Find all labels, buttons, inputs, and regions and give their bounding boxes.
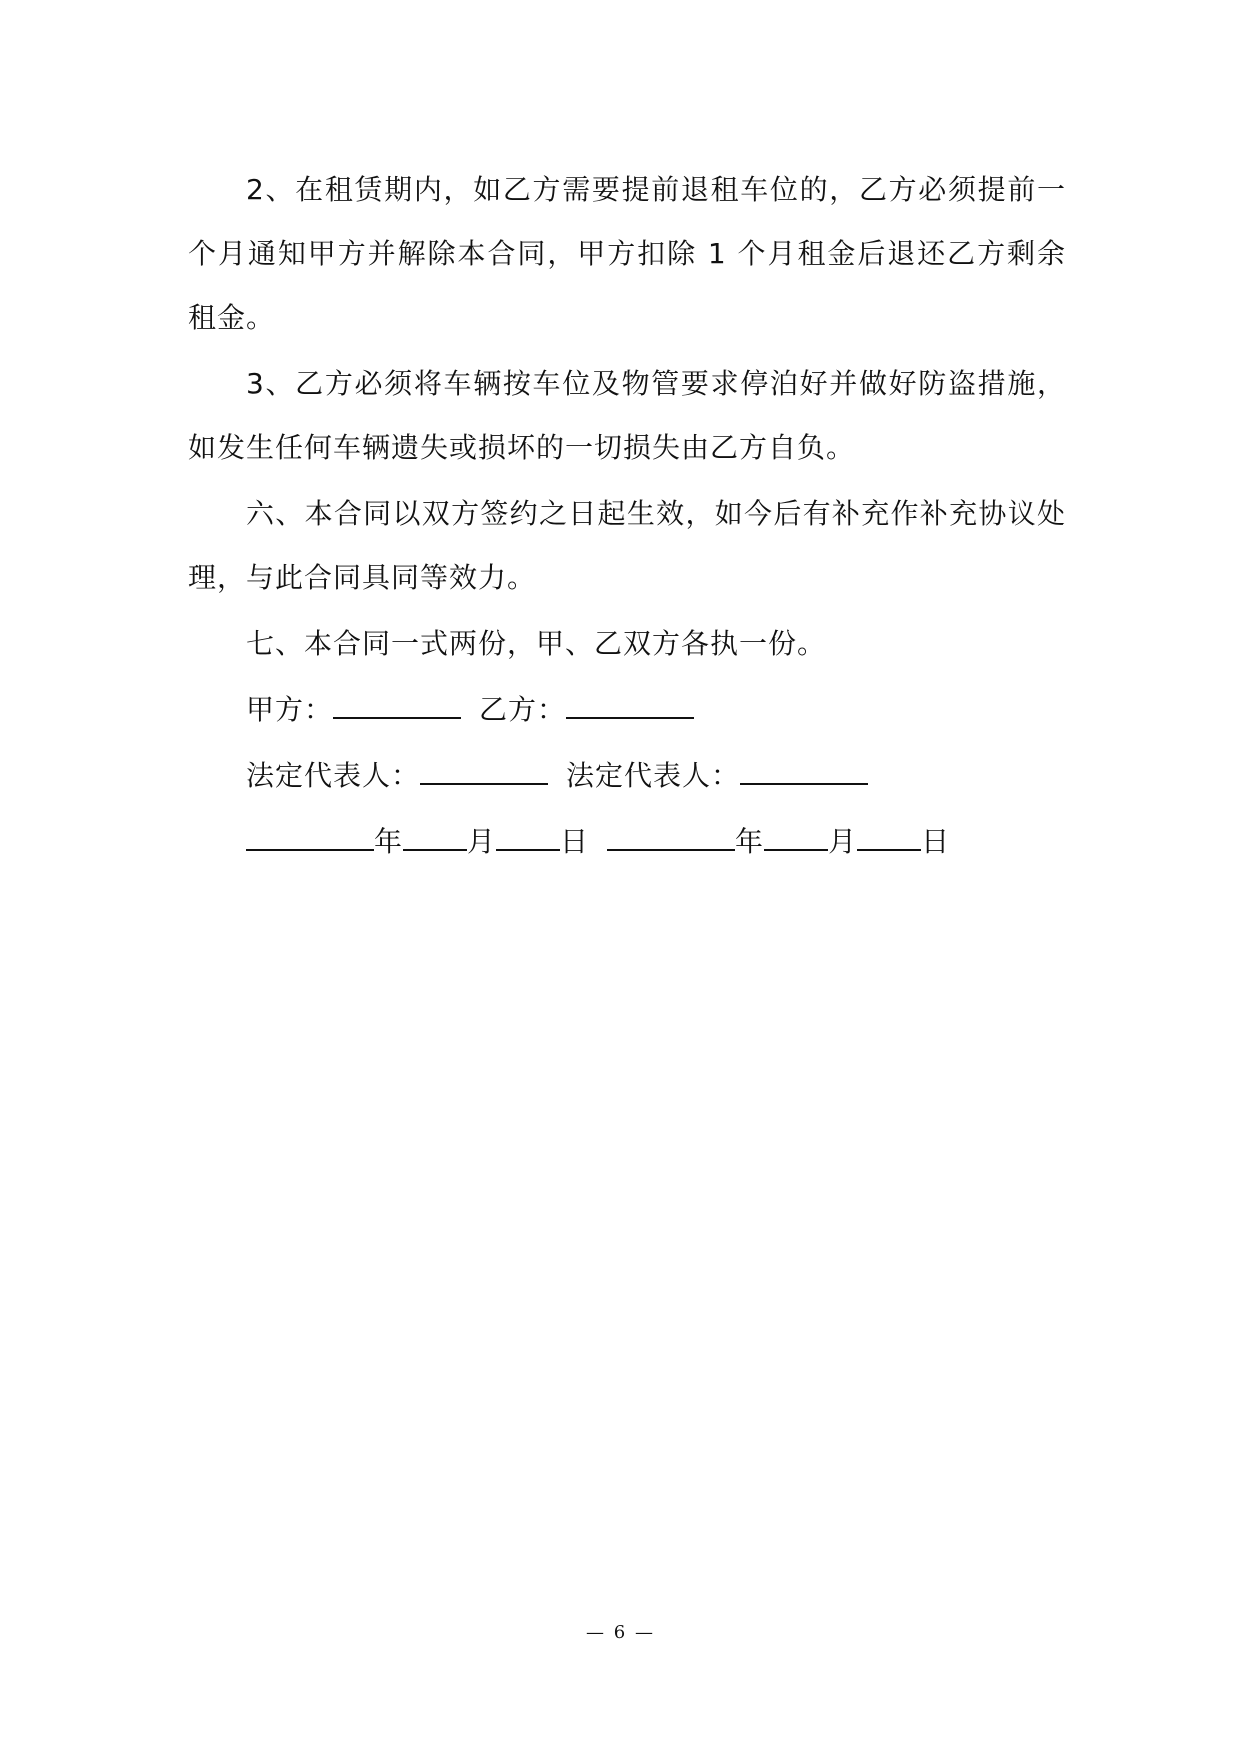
party-b-day-label: 日 [921, 825, 951, 858]
party-b-day-blank [857, 823, 921, 851]
party-a-year-label: 年 [374, 825, 404, 858]
party-a-month-blank [403, 823, 467, 851]
clause-3-paragraph: 3、乙方必须将车辆按车位及物管要求停泊好并做好防盗措施，如发生任何车辆遗失或损坏的一切损失由乙方自负。 [188, 367, 1066, 464]
party-a-month-label: 月 [467, 825, 497, 858]
party-b-month-blank [764, 823, 828, 851]
party-b-label: 乙方： [479, 693, 567, 726]
rep-a-label: 法定代表人： [246, 759, 421, 792]
party-a-signature-blank [333, 691, 461, 719]
party-a-label: 甲方： [246, 693, 334, 726]
signature-representative-line [188, 744, 1066, 808]
clause-six-paragraph: 六、本合同以双方签约之日起生效，如今后有补充作补充协议处理，与此合同具同等效力。 [188, 497, 1066, 594]
rep-b-label: 法定代表人： [566, 759, 741, 792]
rep-a-signature-blank [420, 757, 548, 785]
clause-2-paragraph: 2、在租赁期内，如乙方需要提前退租车位的，乙方必须提前一个月通知甲方并解除本合同，甲方扣除 1 个月租金后退还乙方剩余租金。 [188, 173, 1066, 334]
party-a-day-blank [496, 823, 560, 851]
party-a-year-blank [246, 823, 374, 851]
document-body [188, 158, 1066, 876]
party-b-signature-blank [566, 691, 694, 719]
party-b-year-label: 年 [735, 825, 765, 858]
rep-b-signature-blank [740, 757, 868, 785]
clause-seven-paragraph: 七、本合同一式两份，甲、乙双方各执一份。 [246, 627, 827, 660]
signature-party-line [188, 678, 1066, 742]
page-number: — 6 — [586, 1622, 655, 1643]
party-a-day-label: 日 [560, 825, 590, 858]
signature-date-line [188, 810, 1066, 874]
party-b-year-blank [607, 823, 735, 851]
party-b-month-label: 月 [828, 825, 858, 858]
